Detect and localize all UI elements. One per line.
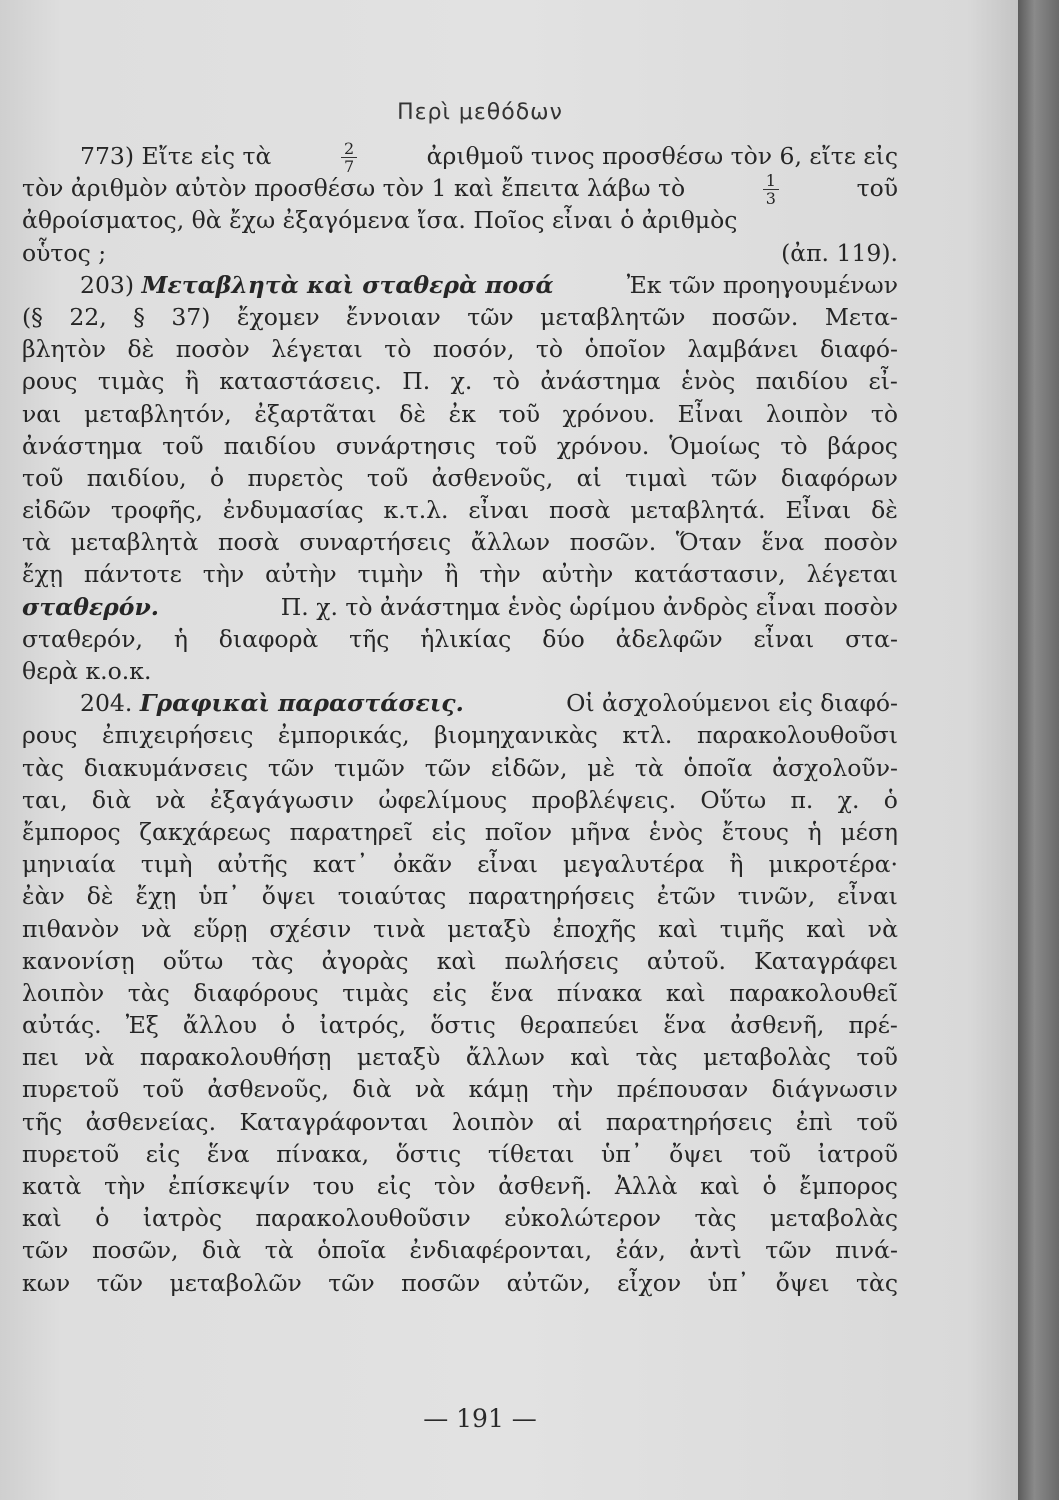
text-line: βλητὸν δὲ ποσὸν λέγεται τὸ ποσόν, τὸ ὁποῖον λαμβάνει διαφό- [22,335,898,364]
text-line: τὰς διακυμάνσεις τῶν τιμῶν τῶν εἰδῶν, μὲ τὰ ὁποῖα ἀσχολοῦν- [22,753,898,782]
text-line: ἔχῃ πάντοτε τὴν αὐτὴν τιμὴν ἢ τὴν αὐτὴν κατάστασιν, λέγεται [22,560,898,589]
text-line: κανονίσῃ οὕτω τὰς ἀγορὰς καὶ πωλήσεις αὐτοῦ. Καταγράφει [22,946,898,975]
text-line: ται, διὰ νὰ ἐξαγάγωσιν ὠφελίμους προβλέψεις. Οὕτω π. χ. ὁ [22,785,898,814]
running-head: Περὶ μεθόδων [397,100,563,125]
text-line: πει νὰ παρακολουθήσῃ μεταξὺ ἄλλων καὶ τὰς μεταβολὰς τοῦ [22,1043,898,1072]
text-line: ρους τιμὰς ἢ καταστάσεις. Π. χ. τὸ ἀνάστημα ἑνὸς παιδίου εἶ- [22,367,898,396]
section-number: 204. [80,689,133,718]
page-edge-shadow [1018,0,1059,1500]
text-line: εἰδῶν τροφῆς, ἐνδυμασίας κ.τ.λ. εἶναι ποσὰ μεταβλητά. Εἶναι δὲ [22,496,898,525]
text-line: κατὰ τὴν ἐπίσκεψίν του εἰς τὸν ἀσθενῆ. Ἀλλὰ καὶ ὁ ἔμπορος [22,1172,898,1200]
fraction-two-sevenths: $\frac{2}{7}$ [341,140,357,172]
section-203-heading-line: 203) Μεταβλητὰ καὶ σταθερὰ ποσά Ἐκ τῶν προηγουμένων [80,270,898,299]
text-line: κων τῶν μεταβολῶν τῶν ποσῶν αὐτῶν, εἶχον ὑπ᾿ ὄψει τὰς [22,1268,898,1297]
term-stathero: σταθερόν. [22,592,159,621]
page-number: — 191 — [423,1404,537,1433]
section-heading: Γραφικαὶ παραστάσεις. [139,689,464,718]
problem-773-line-2: τὸν ἀριθμὸν αὐτὸν προσθέσω τὸν 1 καὶ ἔπειτα λάβω τὸ $\frac{1}{3}$ τοῦ [22,171,898,209]
fraction-one-third: $\frac{1}{3}$ [763,172,779,204]
section-203-stathero-line: σταθερόν. Π. χ. τὸ ἀνάστημα ἑνὸς ὡρίμου ἀνδρὸς εἶναι ποσὸν [22,591,898,623]
problem-773-line-4: οὗτος ; (ἀπ. 119). [22,237,898,269]
problem-773-line-1: 773) Εἴτε εἰς τὰ $\frac{2}{7}$ ἀριθμοῦ τινος προσθέσω τὸν 6, εἴτε εἰς [80,139,898,176]
text-line: λοιπὸν τὰς διαφόρους τιμὰς εἰς ἕνα πίνακα καὶ παρακολουθεῖ [22,978,898,1007]
text-line: ἀνάστημα τοῦ παιδίου συνάρτησις τοῦ χρόνου. Ὁμοίως τὸ βάρος [22,431,898,460]
section-204-paragraph [22,719,898,1298]
text-line: πιθανὸν νὰ εὕρῃ σχέσιν τινὰ μεταξὺ ἐποχῆς καὶ τιμῆς καὶ νὰ [22,914,898,943]
problem-773-line-3: ἀθροίσματος, θὰ ἔχω ἐξαγόμενα ἴσα. Ποῖος εἶναι ὁ ἀριθμὸς [22,206,738,235]
section-203-paragraph [22,301,898,591]
section-heading: Μεταβλητὰ καὶ σταθερὰ ποσά [141,270,554,299]
text-line: καὶ ὁ ἰατρὸς παρακολουθοῦσιν εὐκολώτερον τὰς μεταβολὰς [22,1204,898,1233]
answer-note: (ἀπ. 119). [781,238,898,267]
text-line: ναι μεταβλητόν, ἐξαρτᾶται δὲ ἐκ τοῦ χρόνου. Εἶναι λοιπὸν τὸ [22,399,898,428]
section-203-last-line: θερὰ κ.ο.κ. [22,657,152,685]
text-line: αὐτάς. Ἐξ ἄλλου ὁ ἰατρός, ὅστις θεραπεύει ἕνα ἀσθενῆ, πρέ- [22,1011,898,1040]
text-line: σταθερόν, ἡ διαφορὰ τῆς ἡλικίας δύο ἀδελφῶν εἶναι στα- [22,624,898,653]
text-line: ἔμπορος ζακχάρεως παρατηρεῖ εἰς ποῖον μῆνα ἑνὸς ἔτους ἡ μέση [22,817,898,846]
text-line: τῶν ποσῶν, διὰ τὰ ὁποῖα ἐνδιαφέρονται, ἐάν, ἀντὶ τῶν πινά- [22,1236,898,1265]
text-line: τῆς ἀσθενείας. Καταγράφονται λοιπὸν αἱ παρατηρήσεις ἐπὶ τοῦ [22,1107,898,1136]
text-line: ρους ἐπιχειρήσεις ἐμπορικάς, βιομηχανικὰς κτλ. παρακολουθοῦσι [22,721,898,750]
text-line: (§ 22, § 37) ἔχομεν ἔννοιαν τῶν μεταβλητῶν ποσῶν. Μετα- [22,302,898,331]
body-text [22,140,898,1299]
section-number: 203) [80,270,135,299]
text-line: τὰ μεταβλητὰ ποσὰ συναρτήσεις ἄλλων ποσῶν. Ὅταν ἕνα ποσὸν [22,528,898,557]
text-line: πυρετοῦ τοῦ ἀσθενοῦς, διὰ νὰ κάμῃ τὴν πρέπουσαν διάγνωσιν [22,1075,898,1104]
section-204-heading-line: 204. Γραφικαὶ παραστάσεις. Οἱ ἀσχολούμενοι εἰς διαφό- [80,689,898,718]
text-line: ἐὰν δὲ ἔχῃ ὑπ᾿ ὄψει τοιαύτας παρατηρήσεις ἐτῶν τινῶν, εἶναι [22,882,898,911]
text-line: τοῦ παιδίου, ὁ πυρετὸς τοῦ ἀσθενοῦς, αἱ τιμαὶ τῶν διαφόρων [22,463,898,492]
text-line: πυρετοῦ εἰς ἕνα πίνακα, ὅστις τίθεται ὑπ᾿ ὄψει τοῦ ἰατροῦ [22,1139,898,1168]
text-line: μηνιαία τιμὴ αὐτῆς κατ᾿ ὀκᾶν εἶναι μεγαλυτέρα ἢ μικροτέρα· [22,850,898,879]
